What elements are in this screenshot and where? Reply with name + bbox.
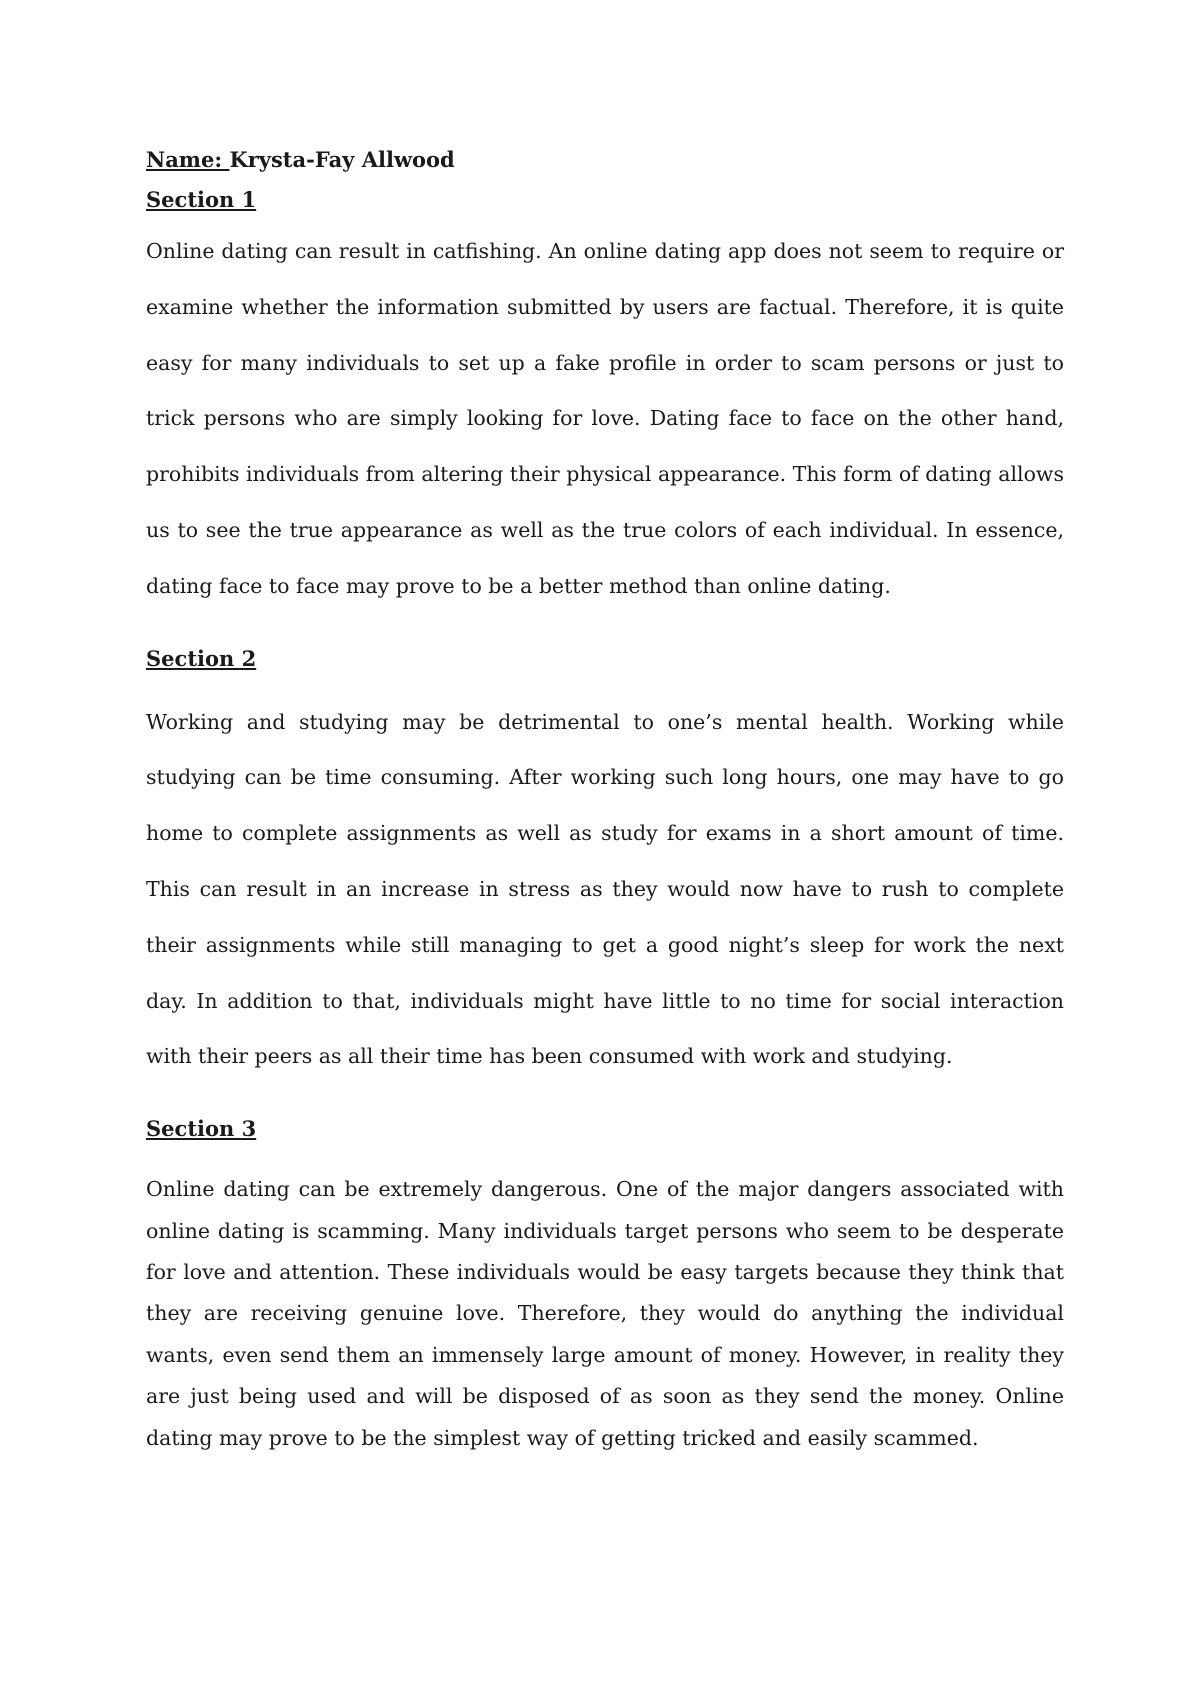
- author-name: Krysta-Fay Allwood: [229, 147, 455, 172]
- section-3-heading: Section 3: [146, 1116, 257, 1142]
- name-label: Name:: [146, 147, 230, 172]
- section-2-heading: Section 2: [146, 645, 257, 671]
- section-1-body: Online dating can result in catfishing. An online dating app does not seem to require or examine whether the information submitted by users are factual. Therefore, it is quite easy for many individuals to set up a fake profile in order to scam persons or just to trick persons who are simply looking for love. Dating face to face on the other hand, prohibits individuals from altering their physical appearance. This form of dating allows us to see the true appearance as well as the true colors of each individual. In essence, dating face to face may prove to be a better method than online dating.: [146, 239, 1064, 598]
- document-page: [146, 140, 1064, 1459]
- section-3-body: Online dating can be extremely dangerous. One of the major dangers associated with online dating is scamming. Many individuals target persons who seem to be desperate for love and attention. These individuals would be easy targets because they think that they are receiving genuine love. Therefore, they would do anything the individual wants, even send them an immensely large amount of money. However, in reality they are just being used and will be disposed of as soon as they send the money. Online dating may prove to be the simplest way of getting tricked and easily scammed.: [146, 1177, 1064, 1450]
- section-2-body: Working and studying may be detrimental to one’s mental health. Working while studying can be time consuming. After working such long hours, one may have to go home to complete assignments as well as study for exams in a short amount of time. This can result in an increase in stress as they would now have to rush to complete their assignments while still managing to get a good night’s sleep for work the next day. In addition to that, individuals might have little to no time for social interaction with their peers as all their time has been consumed with work and studying.: [146, 709, 1064, 1069]
- author-name-line: [146, 140, 1064, 180]
- section-1-heading: Section 1: [146, 187, 257, 212]
